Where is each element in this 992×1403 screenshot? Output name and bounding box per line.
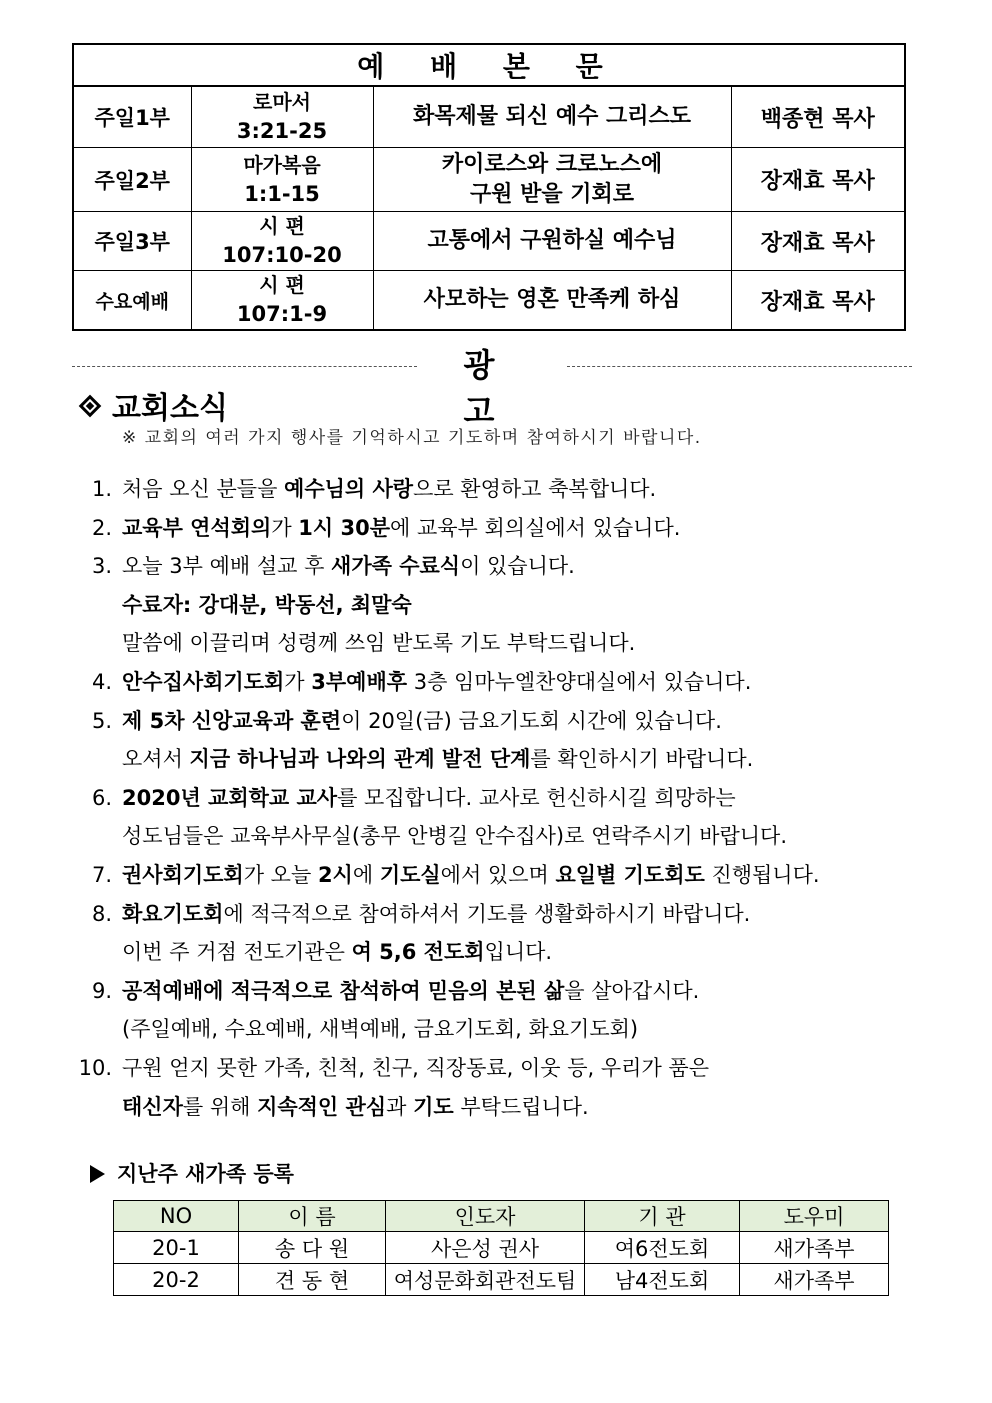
service-name: 주일1부	[73, 86, 191, 148]
emphasis-text: 교육부 연석회의	[122, 515, 272, 540]
cell-guide: 사은성 권사	[386, 1232, 585, 1264]
list-item-line	[122, 933, 872, 972]
list-item-number: 10.	[78, 1055, 112, 1080]
sermon-title-line: 화목제물 되신 예수 그리스도	[412, 104, 691, 129]
body-text: 를 모집합니다. 교사로 헌신하시길 희망하는	[337, 785, 736, 810]
emphasis-text: 여 5,6 전도회	[351, 940, 485, 965]
cell-org: 남4전도회	[585, 1264, 740, 1296]
cell-guide: 여성문화회관전도팀	[386, 1264, 585, 1296]
sermon-title-line: 카이로스와 크로노스에	[441, 151, 663, 177]
worship-title: 예 배 본 문	[73, 44, 905, 86]
pastor-name: 백종현 목사	[731, 86, 905, 148]
body-text: 입니다.	[484, 940, 553, 965]
body-text: 과	[386, 1094, 414, 1119]
new-family-heading-text: 지난주 새가족 등록	[117, 1162, 294, 1186]
list-item-line	[122, 972, 872, 1011]
body-text: 3층 임마누엘찬양대실에서 있습니다.	[407, 669, 752, 694]
emphasis-text: 요일별 기도회도	[555, 862, 705, 887]
list-item-number: 5.	[91, 708, 112, 733]
emphasis-text: 기도	[413, 1094, 454, 1119]
sermon-title	[373, 212, 731, 271]
list-item	[72, 895, 872, 972]
cell-helper: 새가족부	[740, 1264, 889, 1296]
pastor-name: 장재효 목사	[731, 148, 905, 212]
body-text: 이 20일(금) 금요기도회 시간에 있습니다.	[341, 708, 722, 733]
column-header: NO	[114, 1201, 239, 1232]
list-item-number: 4.	[91, 669, 112, 694]
table-header-row	[114, 1201, 889, 1232]
cell-name: 견 동 현	[239, 1264, 386, 1296]
scripture	[191, 212, 373, 271]
list-item-line	[122, 1010, 872, 1049]
service-name: 수요예배	[73, 271, 191, 331]
emphasis-text: 3부예배후	[311, 669, 408, 694]
announcement-title: 광 고	[463, 346, 521, 430]
body-text: 구원 얻지 못한 가족, 친척, 친구, 직장동료, 이웃 등, 우리가 품은	[122, 1055, 709, 1080]
list-item	[72, 470, 872, 509]
section-note: ※ 교회의 여러 가지 행사를 기억하시고 기도하며 참여하시기 바랍니다.	[122, 428, 702, 448]
list-item-line	[122, 509, 872, 548]
scripture	[191, 86, 373, 148]
body-text: (주일예배, 수요예배, 새벽예배, 금요기도회, 화요기도회)	[122, 1017, 639, 1042]
list-item	[72, 509, 872, 548]
emphasis-text: 공적예배에 적극적으로 참석하여 믿음의 본된 삶	[122, 978, 565, 1003]
list-item	[72, 547, 872, 663]
emphasis-text: 2020년 교회학교 교사	[122, 785, 338, 810]
body-text: 가 오늘	[243, 862, 318, 887]
body-text: 이 있습니다.	[460, 554, 575, 579]
column-header: 이 름	[239, 1201, 386, 1232]
section-heading	[78, 383, 228, 427]
list-item	[72, 779, 872, 856]
scripture-book: 로마서	[253, 90, 311, 114]
list-item-line	[122, 817, 872, 856]
sermon-title-line: 구원 받을 기회로	[469, 181, 635, 207]
list-item-line	[122, 663, 872, 702]
emphasis-text: 2시	[317, 862, 353, 887]
list-item-number: 1.	[91, 477, 112, 501]
list-item-number: 8.	[91, 901, 112, 926]
body-text: 에서 있으며	[440, 862, 556, 887]
new-family-table	[113, 1200, 889, 1296]
list-item	[72, 663, 872, 702]
body-text: 부탁드립니다.	[453, 1094, 589, 1119]
emphasis-text: 예수님의 사랑	[284, 477, 414, 501]
service-name: 주일3부	[73, 212, 191, 271]
list-item-line	[122, 624, 872, 663]
body-text: 를 확인하시기 바랍니다.	[530, 747, 754, 772]
list-item	[72, 702, 872, 779]
list-item-number: 2.	[91, 515, 112, 540]
emphasis-text: 태신자	[122, 1094, 183, 1119]
worship-row	[73, 86, 905, 148]
announcement-list	[72, 470, 872, 1126]
list-item	[72, 972, 872, 1049]
column-header: 인도자	[386, 1201, 585, 1232]
new-family-heading	[90, 1158, 294, 1188]
worship-table	[72, 43, 906, 331]
body-text: 성도님들은 교육부사무실(총무 안병길 안수집사)로 연락주시기 바랍니다.	[122, 824, 788, 849]
list-item-number: 7.	[91, 862, 112, 887]
body-text: 이번 주 거점 전도기관은	[122, 940, 352, 965]
body-text: 을 살아갑시다.	[564, 978, 700, 1003]
list-item-line	[122, 856, 872, 895]
body-text: 에 교육부 회의실에서 있습니다.	[390, 515, 681, 540]
scripture	[191, 148, 373, 212]
cell-no: 20-2	[114, 1264, 239, 1296]
dashed-divider	[72, 366, 417, 367]
sermon-title-line: 고통에서 구원하실 예수님	[427, 228, 677, 253]
pastor-name: 장재효 목사	[731, 271, 905, 331]
scripture	[191, 271, 373, 331]
body-text: 으로 환영하고 축복합니다.	[413, 477, 657, 501]
list-item-line	[122, 779, 872, 818]
list-item-number: 3.	[91, 554, 112, 579]
triangle-bullet-icon	[90, 1165, 105, 1183]
list-item-line	[122, 1088, 872, 1127]
scripture-book: 시 편	[259, 214, 305, 238]
diamond-bullet-icon	[79, 395, 102, 418]
cell-org: 여6전도회	[585, 1232, 740, 1264]
body-text: 에	[352, 862, 380, 887]
sermon-title	[373, 148, 731, 212]
scripture-verse: 107:1-9	[236, 302, 328, 326]
list-item-number: 6.	[91, 785, 112, 810]
list-item-line	[122, 547, 872, 586]
emphasis-text: 화요기도회	[122, 901, 224, 926]
column-header: 기 관	[585, 1201, 740, 1232]
list-item	[72, 856, 872, 895]
table-row	[114, 1264, 889, 1296]
body-text: 가	[284, 669, 312, 694]
emphasis-text: 권사회기도회	[122, 862, 244, 887]
worship-row	[73, 212, 905, 271]
emphasis-text: 지속적인 관심	[257, 1094, 387, 1119]
sermon-title	[373, 271, 731, 331]
cell-name: 송 다 원	[239, 1232, 386, 1264]
cell-no: 20-1	[114, 1232, 239, 1264]
emphasis-text: 수료자: 강대분, 박동선, 최말숙	[122, 592, 412, 617]
worship-row	[73, 148, 905, 212]
body-text: 가	[271, 515, 299, 540]
body-text: 에 적극적으로 참여하셔서 기도를 생활화하시기 바랍니다.	[223, 901, 751, 926]
body-text: 처음 오신 분들을	[122, 477, 285, 501]
emphasis-text: 1시 30분	[298, 515, 390, 540]
pastor-name: 장재효 목사	[731, 212, 905, 271]
dashed-divider	[567, 366, 912, 367]
list-item-line	[122, 586, 872, 625]
scripture-verse: 1:1-15	[244, 181, 320, 206]
body-text: 진행됩니다.	[704, 862, 820, 887]
emphasis-text: 지금 하나님과 나와의 관계 발전 단계	[189, 747, 531, 772]
emphasis-text: 제 5차 신앙교육과 훈련	[122, 708, 342, 733]
sermon-title-line: 사모하는 영혼 만족케 하심	[423, 287, 681, 312]
list-item	[72, 1049, 872, 1126]
body-text: 오늘 3부 예배 설교 후	[122, 554, 332, 579]
scripture-book: 시 편	[259, 273, 305, 297]
list-item-number: 9.	[91, 978, 112, 1003]
emphasis-text: 안수집사회기도회	[122, 669, 285, 694]
list-item-line	[122, 895, 872, 934]
emphasis-text: 기도실	[379, 862, 441, 887]
table-row	[114, 1232, 889, 1264]
list-item-line	[122, 740, 872, 779]
list-item-line	[122, 470, 872, 509]
sermon-title	[373, 86, 731, 148]
cell-helper: 새가족부	[740, 1232, 889, 1264]
worship-row	[73, 271, 905, 331]
column-header: 도우미	[740, 1201, 889, 1232]
scripture-book: 마가복음	[243, 152, 321, 177]
body-text: 를 위해	[182, 1094, 258, 1119]
service-name: 주일2부	[73, 148, 191, 212]
emphasis-text: 새가족 수료식	[331, 554, 461, 579]
scripture-verse: 3:21-25	[236, 119, 328, 143]
body-text: 말씀에 이끌리며 성령께 쓰임 받도록 기도 부탁드립니다.	[122, 631, 636, 656]
list-item-line	[122, 702, 872, 741]
section-heading-text: 교회소식	[112, 391, 228, 426]
list-item-line	[122, 1049, 872, 1088]
body-text: 오셔서	[122, 747, 190, 772]
scripture-verse: 107:10-20	[222, 243, 342, 267]
